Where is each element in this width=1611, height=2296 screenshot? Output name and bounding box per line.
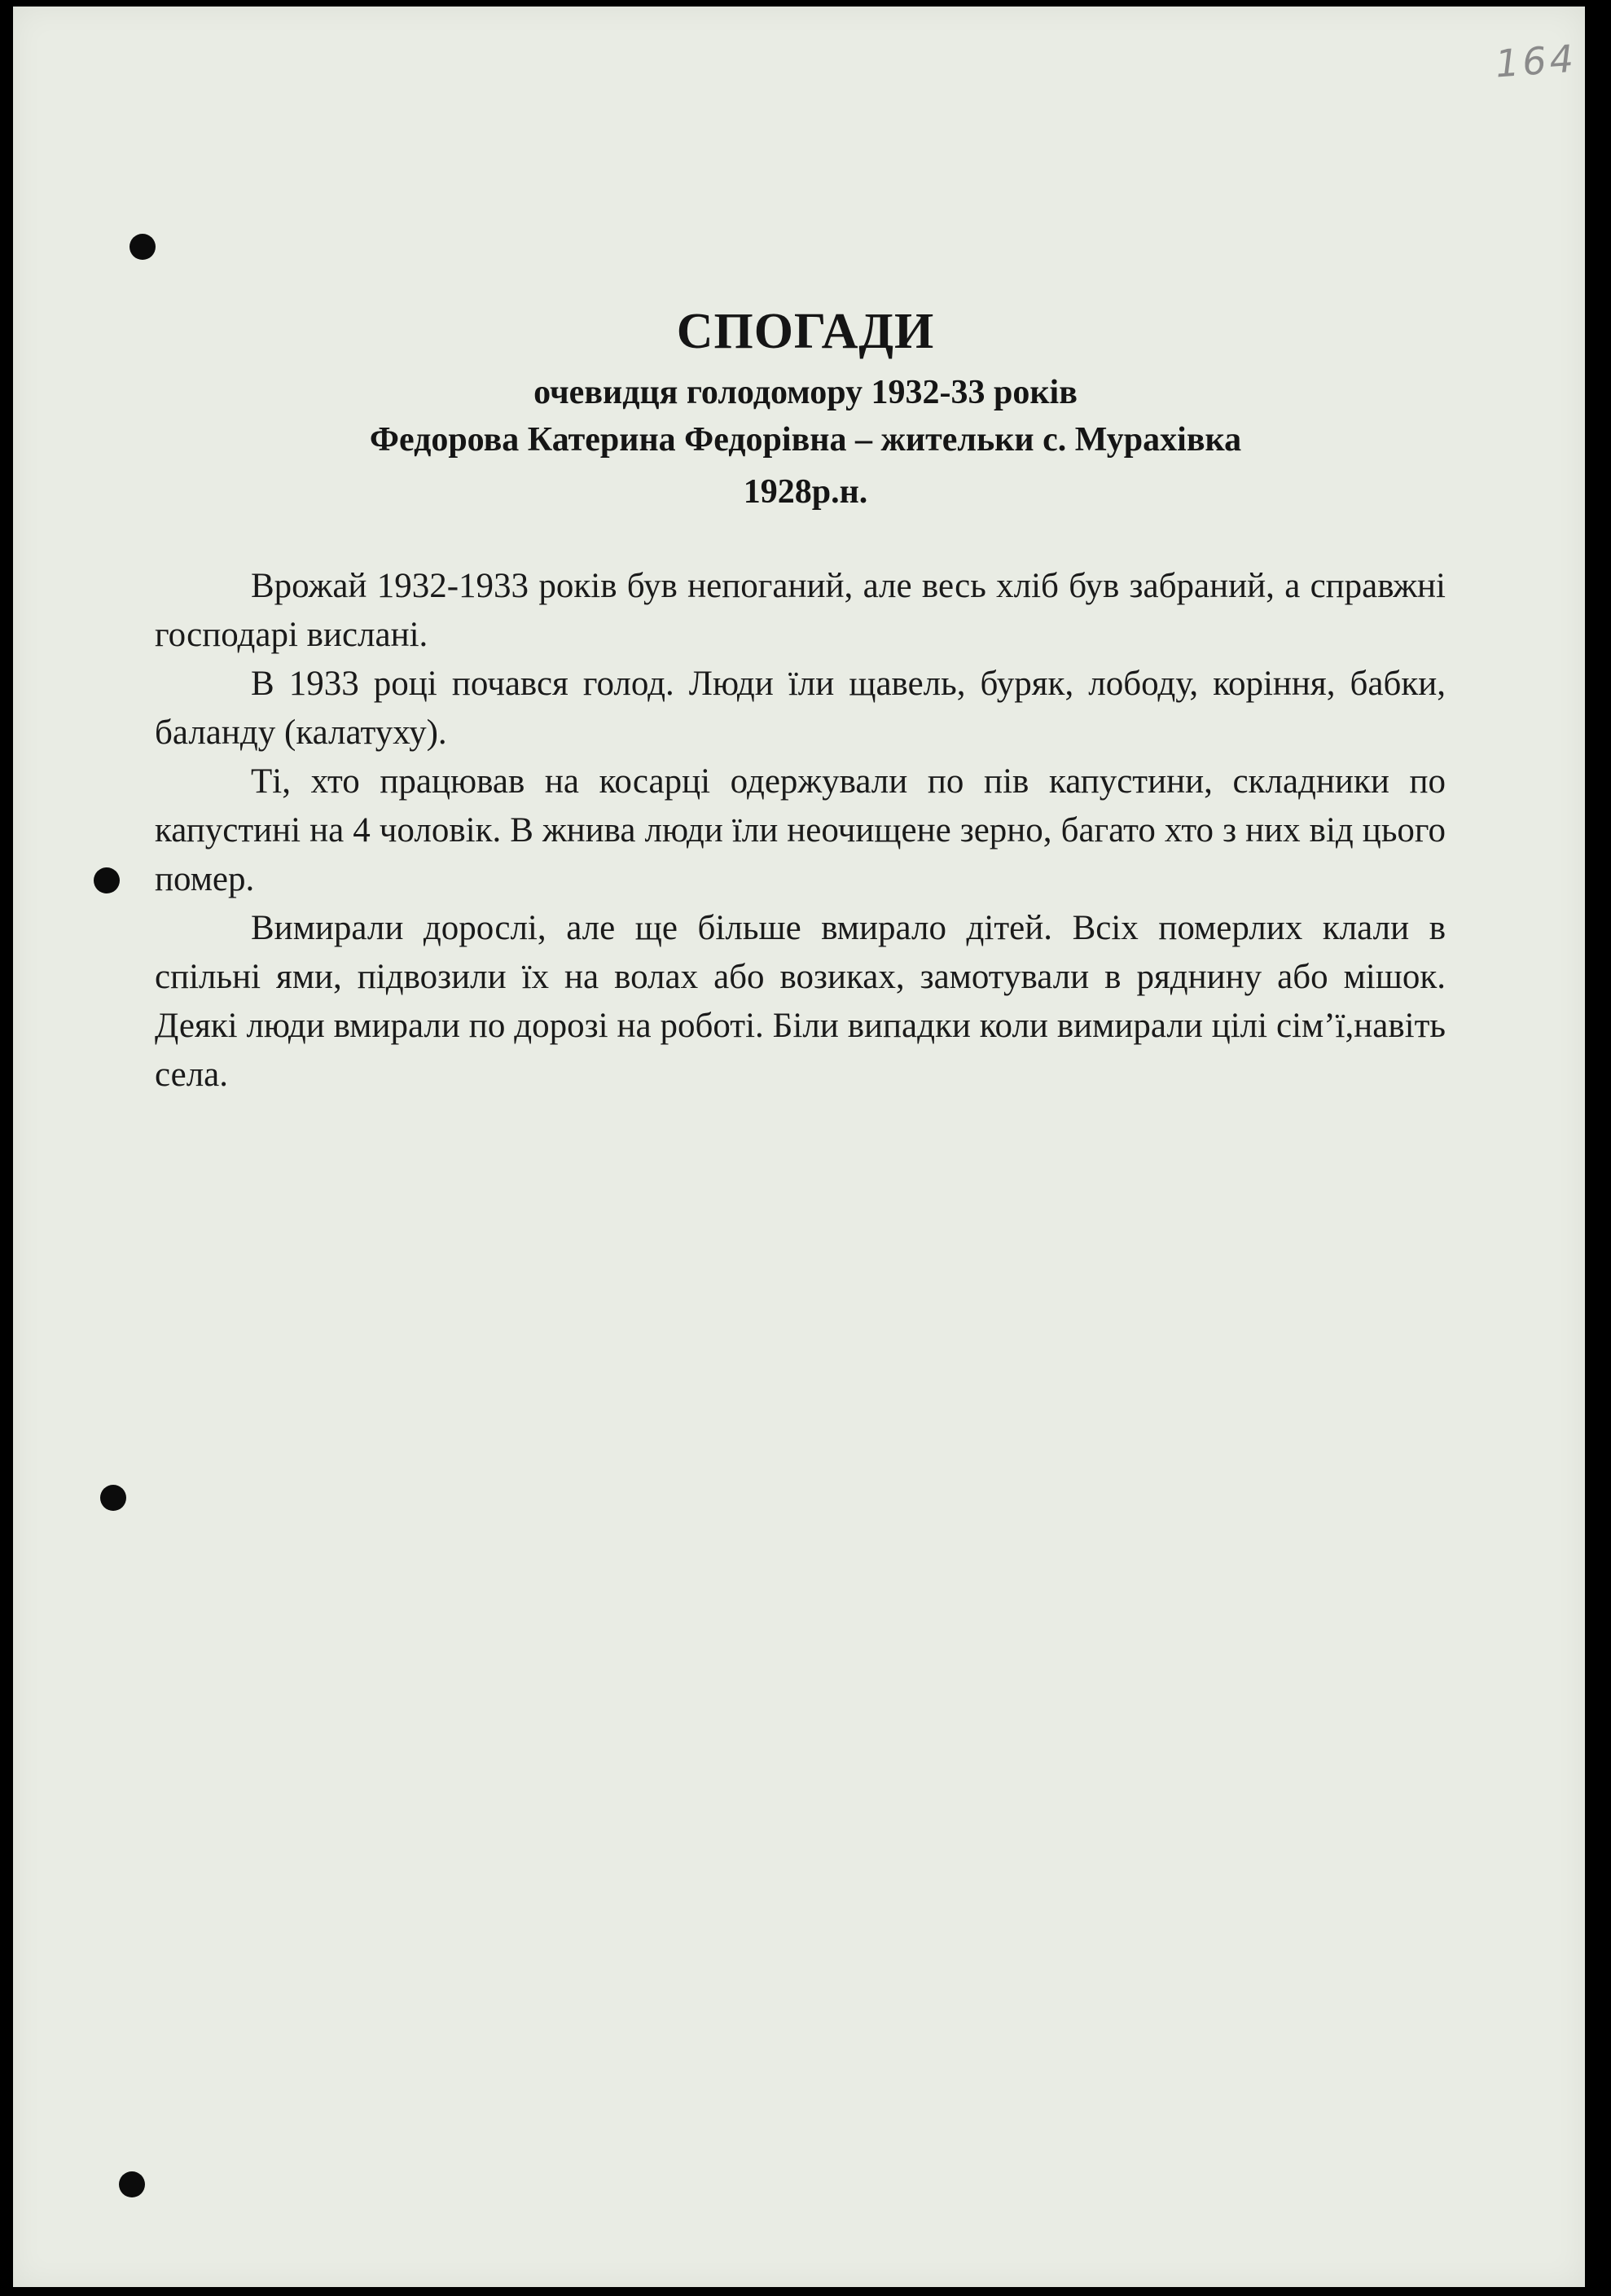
document-subtitle: очевидця голодомору 1932-33 років — [533, 374, 1078, 411]
punch-hole — [100, 1485, 126, 1511]
paragraph: Врожай 1932-1933 років був непоганий, але весь хліб був забраний, а справжні господарі вислані. — [155, 567, 1446, 654]
document-title: СПОГАДИ — [676, 304, 935, 359]
punch-hole — [129, 234, 156, 260]
testimony-body — [155, 562, 1446, 1100]
paragraph: Ті, хто працював на косарці одержували по пів капустини, складники по капустині на 4 чоловік. В жнива люди їли неочищене зерно, багато хто з них від цього помер. — [155, 762, 1446, 898]
paragraph: В 1933 році почався голод. Люди їли щавель, буряк, лободу, коріння, бабки, баланду (калатуху). — [155, 665, 1446, 752]
witness-name: Федорова Катерина Федорівна – жительки с. Мурахівка — [369, 421, 1242, 459]
handwritten-page-number: 164 — [1494, 36, 1578, 86]
punch-hole — [119, 2171, 145, 2197]
punch-hole — [94, 867, 120, 893]
paragraph: Вимирали дорослі, але ще більше вмирало дітей. Всіх померлих клали в спільні ями, підвозили їх на волах або возиках, замотували в ряднину або мішок. Деякі люди вмирали по дорозі на роботі. Біли випадки коли вимирали цілі сім’ї,навіть села. — [155, 909, 1446, 1094]
birth-year: 1928р.н. — [743, 473, 868, 511]
